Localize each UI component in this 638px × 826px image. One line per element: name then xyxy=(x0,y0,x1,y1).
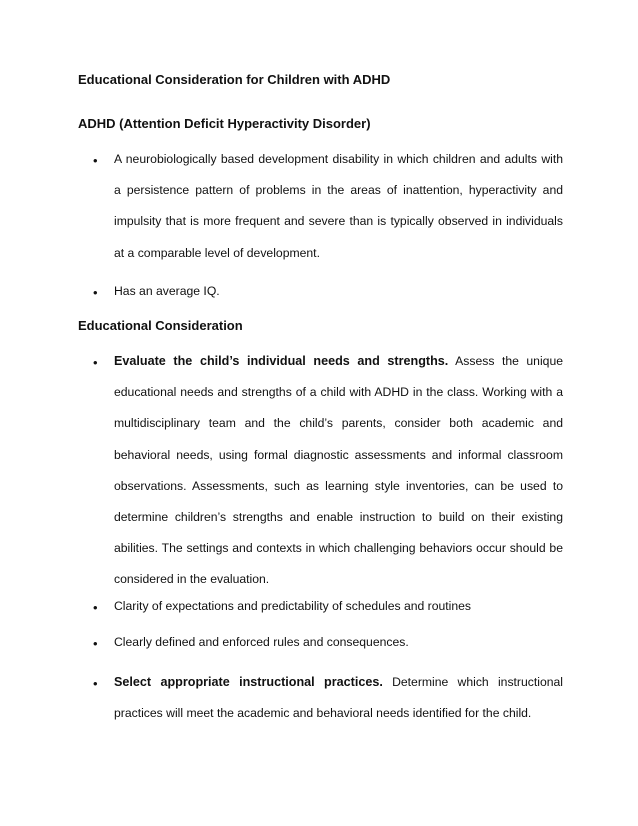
bullet-marker: • xyxy=(93,600,98,615)
bullet-marker: • xyxy=(93,355,98,370)
consideration-item-clarity xyxy=(114,591,563,622)
adhd-bullet-definition: A neurobiologically based development disability in which children and adults with a persistence pattern of problems in the areas of inattention, hyperactivity and impulsity that is more frequent and severe than is typically observed in individuals at a comparable level of development. xyxy=(114,152,563,260)
bullet-marker: • xyxy=(93,636,98,651)
bullet-marker: • xyxy=(93,676,98,691)
item-lead: Evaluate the child’s individual needs and strengths. xyxy=(114,354,449,368)
item-text: Clearly defined and enforced rules and consequences. xyxy=(114,635,409,649)
item-text: Clarity of expectations and predictability of schedules and routines xyxy=(114,599,472,613)
item-lead: Select appropriate instructional practices. xyxy=(114,675,383,689)
item-text: Determine which instructional practices will meet the academic and behavioral needs identified for the child. xyxy=(114,675,563,721)
adhd-bullet-iq: Has an average IQ. xyxy=(114,284,220,298)
bullet-marker: • xyxy=(93,153,98,168)
item-text: Assess the unique educational needs and strengths of a child with ADHD in the class. Working with a multidisciplinary team and the child’s parents, consider both academic and behavioral needs, using formal diagnostic assessments and informal classroom observations. Assessments, such as learning style inventories, can be used to determine children’s strengths and enable instruction to build on their existing abilities. The settings and contexts in which challenging behaviors occur should be considered in the evaluation. xyxy=(114,354,563,587)
bullet-marker: • xyxy=(93,285,98,300)
document-title: Educational Consideration for Children with ADHD xyxy=(78,72,391,87)
adhd-heading: ADHD (Attention Deficit Hyperactivity Disorder) xyxy=(78,116,371,131)
consideration-item-evaluate xyxy=(114,346,563,596)
consideration-item-instruction xyxy=(114,667,563,729)
consideration-item-rules xyxy=(114,627,563,658)
section-heading: Educational Consideration xyxy=(78,318,243,333)
